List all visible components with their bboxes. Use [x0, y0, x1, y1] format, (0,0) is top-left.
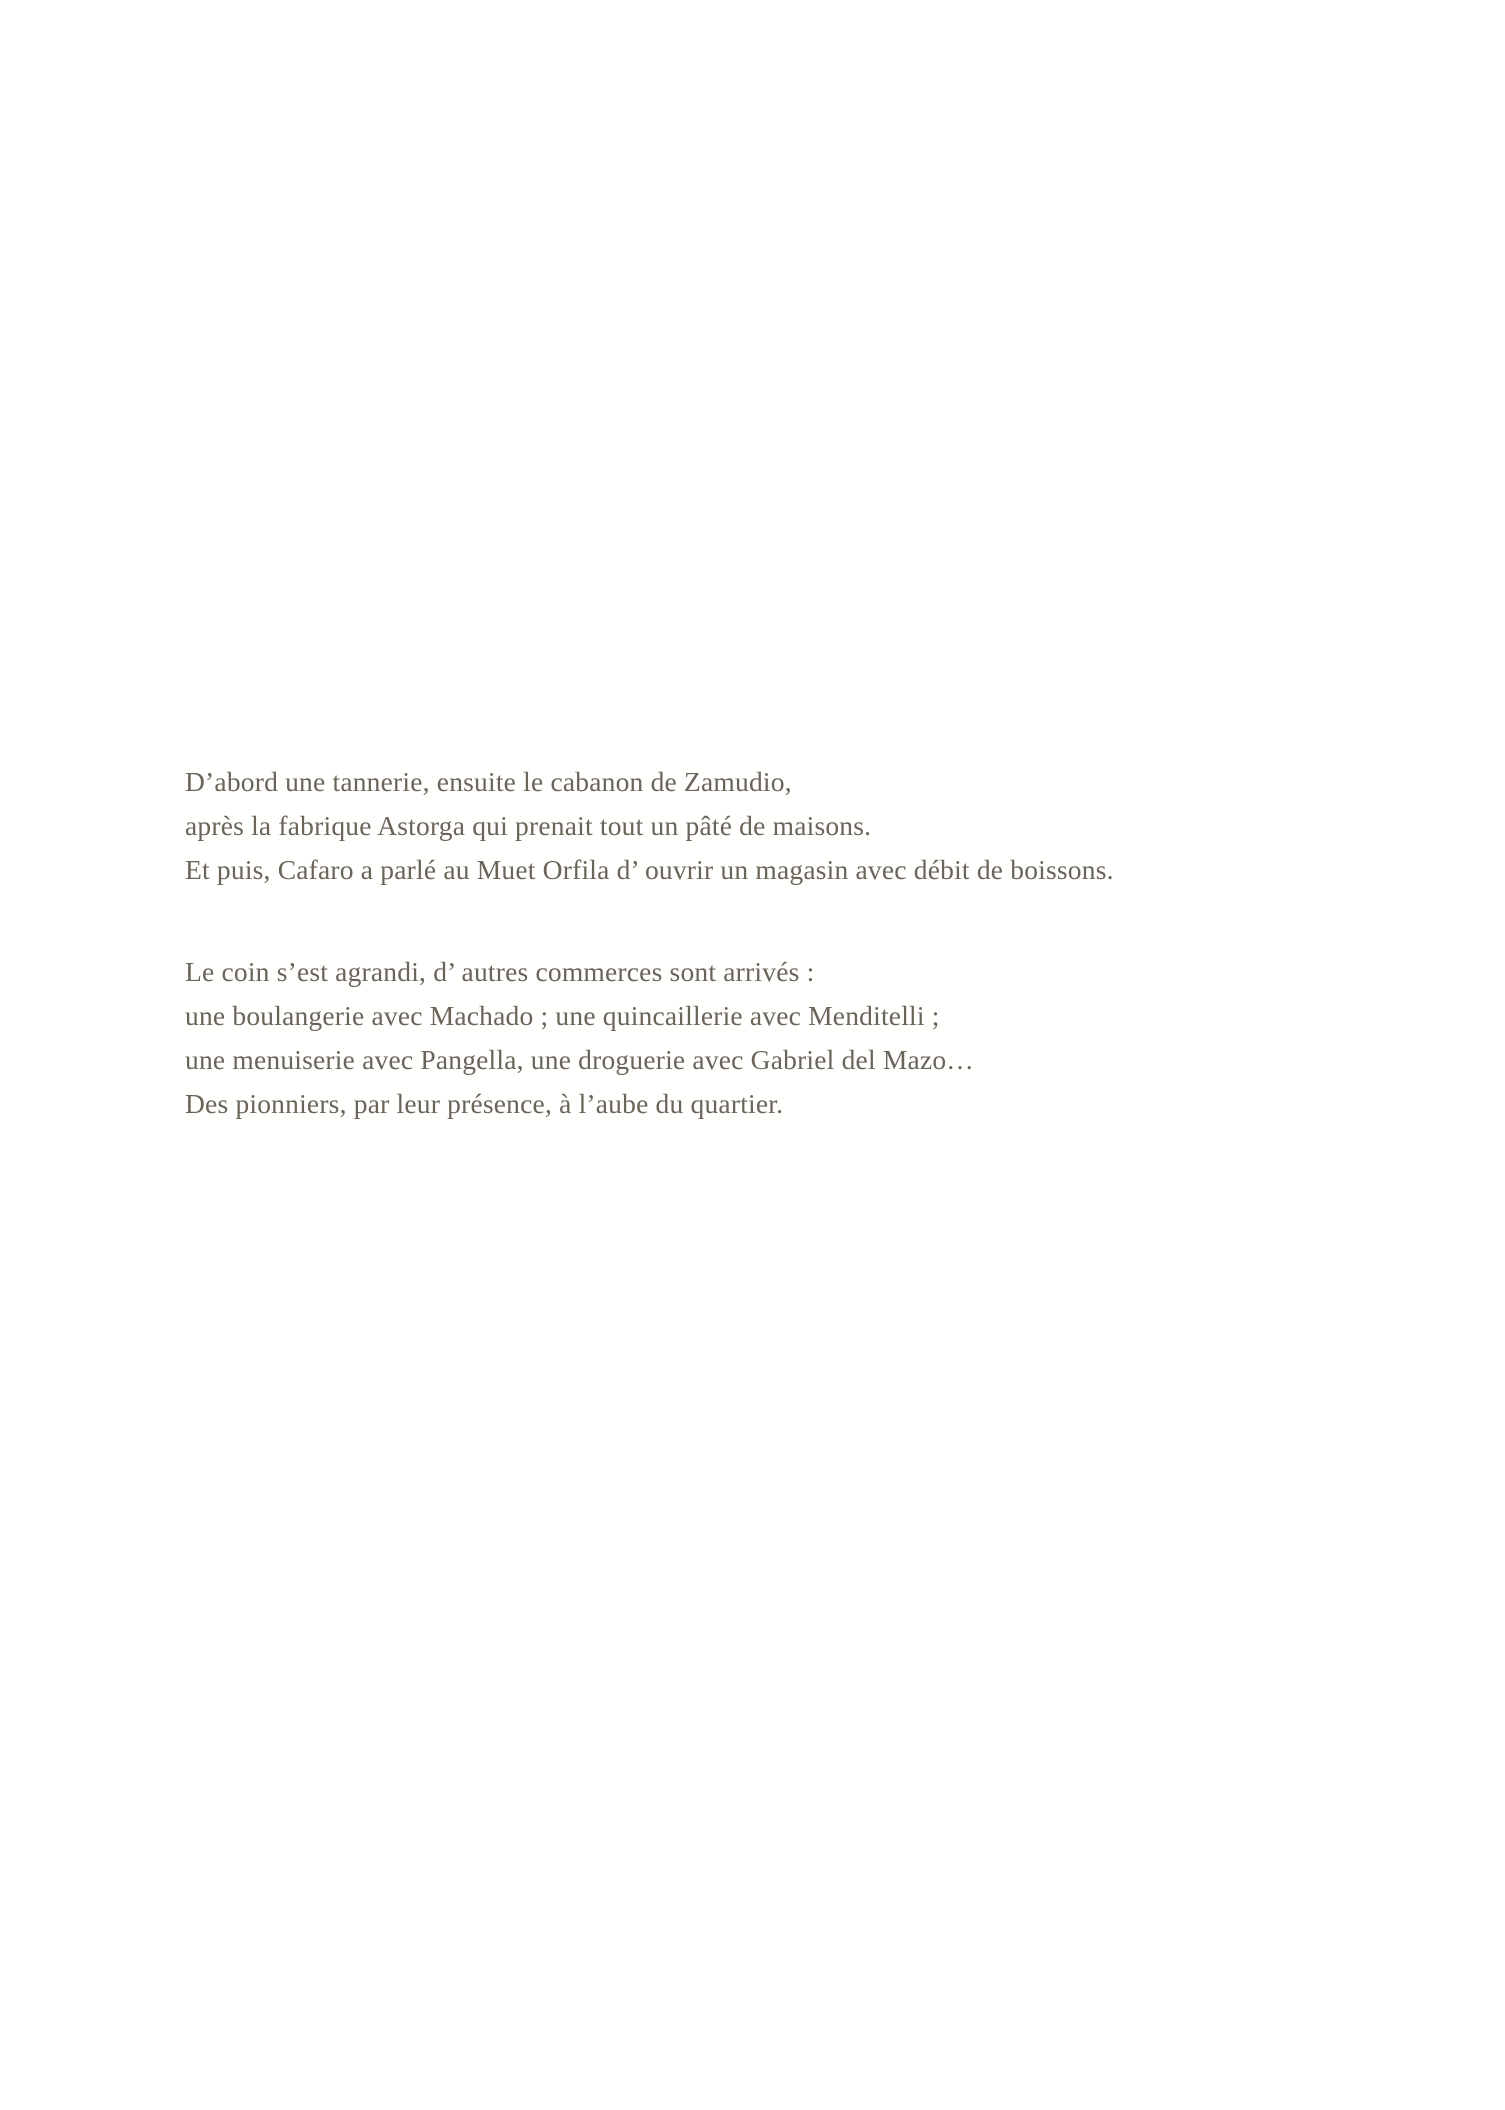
poem-line: Le coin s’est agrandi, d’ autres commerces sont arrivés : — [185, 956, 815, 987]
poem-line: une boulangerie avec Machado ; une quincaillerie avec Menditelli ; — [185, 1000, 940, 1031]
poem-line: après la fabrique Astorga qui prenait tout un pâté de maisons. — [185, 810, 872, 841]
poem-line: une menuiserie avec Pangella, une droguerie avec Gabriel del Mazo… — [185, 1044, 974, 1075]
poem-line: D’abord une tannerie, ensuite le cabanon de Zamudio, — [185, 766, 792, 797]
stanza-1 — [185, 760, 1305, 892]
poem-line: Des pionniers, par leur présence, à l’aube du quartier. — [185, 1088, 784, 1119]
poem-line: Et puis, Cafaro a parlé au Muet Orfila d’ ouvrir un magasin avec débit de boissons. — [185, 854, 1114, 885]
poem-body — [185, 760, 1305, 1126]
stanza-2 — [185, 950, 1305, 1126]
